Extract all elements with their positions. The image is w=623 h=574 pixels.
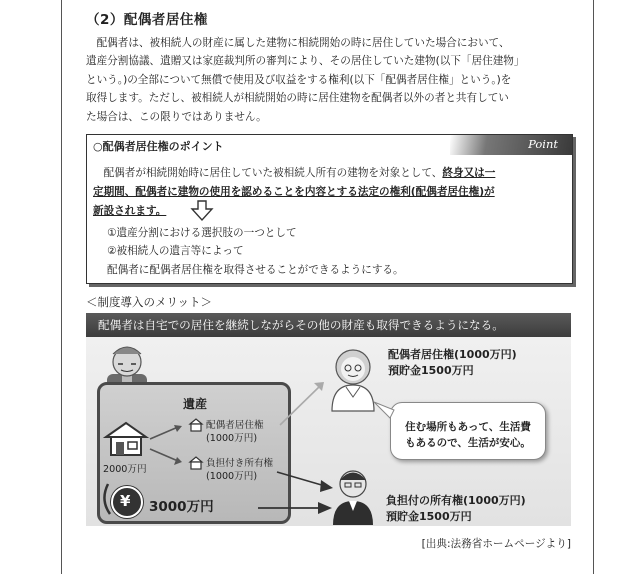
speech-bubble-tail [372, 400, 396, 420]
residence-right-icon [189, 418, 203, 432]
point-line-3: 新設されます。 [93, 205, 167, 217]
arrow-cash-to-child [258, 500, 334, 516]
residence-right-value: (1000万円) [206, 433, 258, 444]
merit-banner [86, 313, 571, 337]
point-badge-label: Point [528, 137, 558, 151]
split-arrows [148, 425, 188, 465]
paragraph-line: 配偶者は、被相続人の財産に属した建物に相続開始の時に居住していた場合において、 [86, 37, 510, 49]
yen-symbol: ¥ [120, 492, 131, 510]
source-citation: [出典:法務省ホームページより] [421, 538, 571, 550]
right-page-rule [593, 0, 594, 574]
option-2: ②被相続人の遺言等によって [107, 245, 244, 257]
burdened-ownership-label: 負担付き所有権 [206, 458, 274, 469]
child-icon [330, 467, 376, 525]
point-box [86, 134, 573, 284]
merit-banner-text: 配偶者は自宅での居住を継続しながらその他の財産も取得できるようになる。 [98, 318, 504, 332]
paragraph-line: た場合は、この限りではありません。 [86, 110, 267, 123]
estate-label: 遺産 [183, 397, 208, 411]
bubble-line-1: 住む場所もあって、生活費 [405, 421, 531, 433]
paragraph-line: 遺産分割協議、遺贈又は家庭裁判所の審判により、その居住していた建物(以下「居住建物」 [86, 55, 525, 68]
merit-heading: ＜制度導入のメリット＞ [86, 295, 213, 309]
paragraph-line: 取得します。ただし、被相続人が相続開始の時に居住建物を配偶者以外の者と共有してい [86, 92, 509, 105]
speech-bubble-text [398, 419, 538, 451]
arrow-residence-to-spouse [278, 380, 328, 430]
down-arrow-icon [191, 201, 213, 221]
bubble-line-2: もあるので、生活が安心。 [405, 437, 531, 449]
point-badge [450, 135, 572, 155]
child-savings: 預貯金1500万円 [386, 510, 472, 523]
cash-value: 3000万円 [149, 499, 214, 515]
spouse-icon [328, 345, 378, 411]
residence-right-label: 配偶者居住権 [206, 420, 264, 431]
option-1: ①遺産分割における選択肢の一つとして [107, 227, 297, 239]
paragraph-line: という。)の全部について無償で使用及び収益をする権利(以下「配偶者居住権」という。)を [86, 73, 512, 86]
left-page-rule [61, 0, 62, 574]
arrow-burdened-to-child [275, 470, 335, 492]
point-line-1-plain: 配偶者が相続開始時に居住していた被相続人所有の建物を対象として、 [93, 167, 443, 179]
point-line-1 [93, 165, 495, 180]
spouse-right: 配偶者居住権(1000万円) [388, 348, 517, 361]
cash-swoosh [100, 480, 150, 520]
burdened-ownership-value: (1000万円) [206, 471, 258, 482]
spouse-savings: 預貯金1500万円 [388, 364, 474, 377]
point-line-1-emphasis: 終身又は一 [442, 167, 496, 179]
burdened-ownership-icon [189, 456, 203, 470]
body-paragraph [86, 34, 572, 126]
point-conclusion: 配偶者に配偶者居住権を取得させることができるようにする。 [107, 264, 404, 276]
point-line-2: 定期間、配偶者に建物の使用を認めることを内容とする法定の権利(配偶者居住権)が [93, 186, 495, 198]
house-icon [104, 421, 148, 457]
house-value: 2000万円 [103, 464, 147, 475]
child-right: 負担付の所有権(1000万円) [386, 494, 526, 507]
section-title: （2）配偶者居住権 [86, 12, 208, 28]
point-heading: ○配偶者居住権のポイント [93, 140, 224, 153]
